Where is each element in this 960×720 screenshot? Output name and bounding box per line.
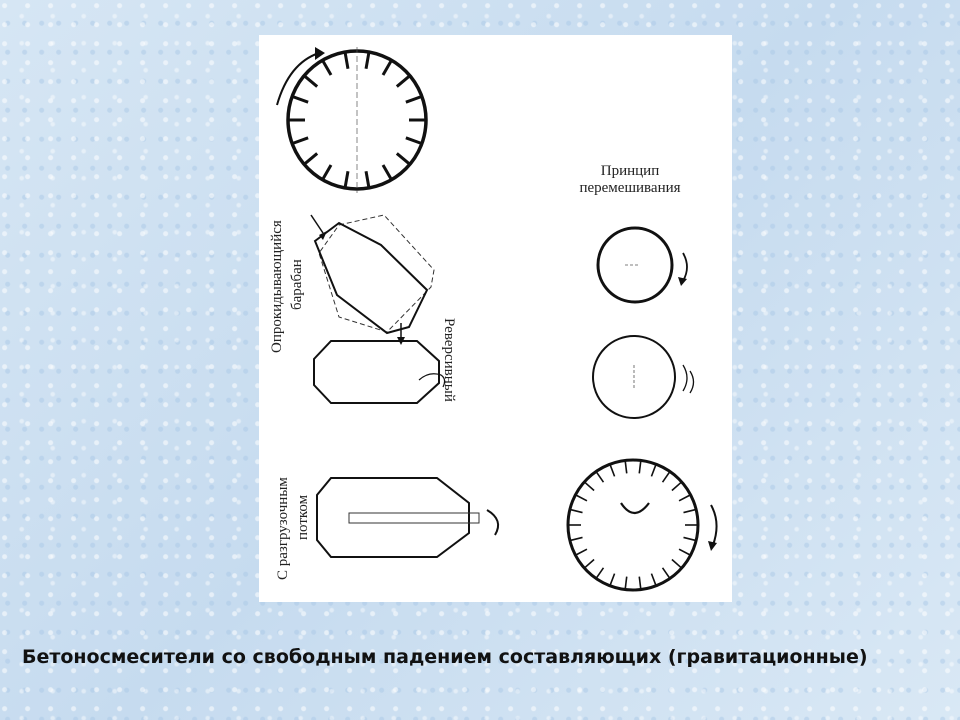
- drum-blade: [679, 495, 690, 501]
- discharge-label-line-1: С разгрузочным: [275, 477, 291, 580]
- drum-blade: [293, 138, 308, 143]
- discharge-drum: [317, 478, 498, 557]
- drum-blade: [639, 461, 640, 473]
- drum-blade: [366, 53, 369, 69]
- drum-blade: [672, 483, 681, 491]
- drum-blade: [672, 559, 681, 567]
- drum-blade: [366, 171, 369, 187]
- drum-blade: [683, 537, 695, 540]
- drum-blade: [679, 549, 690, 555]
- drum-blade: [576, 549, 587, 555]
- diagram-figure: [259, 35, 732, 602]
- drum-blade: [293, 97, 308, 102]
- discharge-label-line-2: потком: [295, 494, 311, 540]
- principle-line-1: Принцип: [600, 163, 660, 179]
- drum-blade: [597, 472, 604, 482]
- drum-blade: [323, 165, 331, 179]
- drum-blade: [625, 461, 626, 473]
- drum-blade: [625, 577, 626, 589]
- reversible-drum: [314, 341, 445, 403]
- principle-line-2: перемешивания: [579, 180, 681, 196]
- drum-blade: [406, 138, 421, 143]
- drum-blade: [305, 76, 317, 86]
- drum-blade: [571, 510, 583, 513]
- tilting-drum-label-line-2: барабан: [289, 259, 305, 310]
- tilting-drum-label-line-1: Опрокидывающийся: [269, 220, 285, 353]
- drum-blade: [397, 76, 409, 86]
- drum-blade: [397, 153, 409, 163]
- drum-blade: [585, 559, 594, 567]
- drum-blade: [323, 61, 331, 75]
- drum-blade: [663, 472, 670, 482]
- principle-drum-bladed: [568, 460, 717, 590]
- drum-blade: [683, 510, 695, 513]
- principle-circle-2: [593, 336, 694, 418]
- mixer-diagram: [259, 35, 732, 602]
- drum-blade: [576, 495, 587, 501]
- drum-blade: [345, 171, 348, 187]
- drum-blade: [406, 97, 421, 102]
- drum-blade: [597, 568, 604, 578]
- principle-circle-1: [598, 228, 687, 302]
- drum-blade: [383, 61, 391, 75]
- principle-label: [565, 163, 695, 197]
- top-drum: [277, 47, 426, 193]
- reversible-label: Реверсивный: [441, 318, 457, 402]
- drum-blade: [383, 165, 391, 179]
- drum-blade: [610, 465, 614, 476]
- tilting-drum: [311, 215, 434, 345]
- drum-blade: [571, 537, 583, 540]
- drum-blade: [663, 568, 670, 578]
- slide-caption: Бетоносмесители со свободным падением составляющих (гравитационные): [22, 646, 868, 668]
- drum-blade: [651, 574, 655, 585]
- drum-blade: [305, 153, 317, 163]
- drum-blade: [585, 483, 594, 491]
- drum-blade: [345, 53, 348, 69]
- drum-blade: [651, 465, 655, 476]
- drum-blade: [610, 574, 614, 585]
- drum-blade: [639, 577, 640, 589]
